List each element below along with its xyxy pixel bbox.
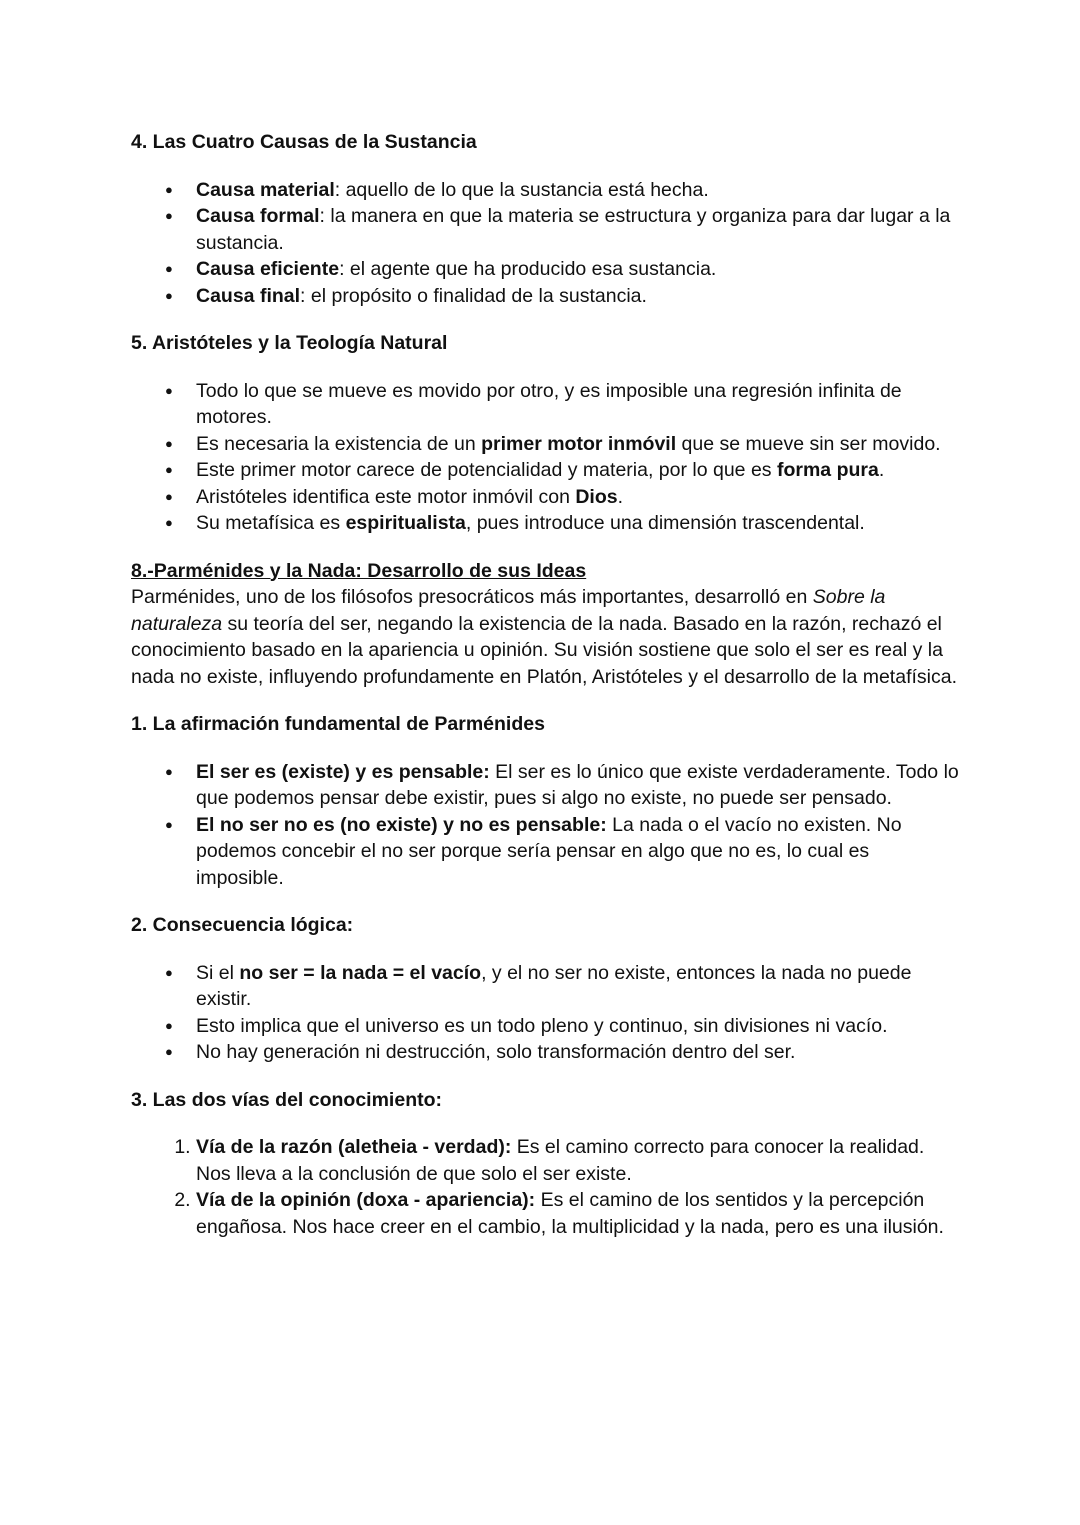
list-item: ● Es necesaria la existencia de un primer motor inmóvil que se mueve sin ser movido. [196,431,960,458]
section-title-consecuencia: 2. Consecuencia lógica: [131,914,354,936]
list-item: ● Todo lo que se mueve es movido por otro, y es imposible una regresión infinita de motores. [196,378,960,431]
list-item: ● El ser es (existe) y es pensable: El ser es lo único que existe verdaderamente. Todo lo que podemos pensar debe existir, pues si algo no existe, no puede ser pensado. [196,759,960,812]
list-item: 1. Vía de la razón (aletheia - verdad): Es el camino correcto para conocer la realidad. Nos lleva a la conclusión de que solo el ser existe. [196,1134,960,1187]
section-title-vias: 3. Las dos vías del conocimiento: [131,1088,443,1111]
consecuencia-list [131,960,960,1066]
vias-list [131,1134,960,1240]
list-item: ● Causa eficiente: el agente que ha producido esa sustancia. [196,256,960,283]
parmenides-paragraph: Parménides, uno de los filósofos presocráticos más importantes, desarrolló en Sobre la naturaleza su teoría del ser, negando la existencia de la nada. Basado en la razón, rechazó el conocimiento basado en la apariencia u opinión. Su visión sostiene que solo el ser es real y la nada no existe, influyendo profundamente en Platón, Aristóteles y el desarrollo de la metafísica. [131,586,957,688]
list-item: ● Aristóteles identifica este motor inmóvil con Dios. [196,484,960,511]
causas-list [131,177,960,310]
list-item: ● No hay generación ni destrucción, solo transformación dentro del ser. [196,1039,960,1066]
list-item: ● Causa material: aquello de lo que la sustancia está hecha. [196,177,960,204]
list-item: ● Esto implica que el universo es un todo pleno y continuo, sin divisiones ni vacío. [196,1013,960,1040]
list-item: ● El no ser no es (no existe) y no es pensable: La nada o el vacío no existen. No podemos concebir el no ser porque sería pensar en algo que no es, lo cual es imposible. [196,812,960,892]
list-item: ● Causa formal: la manera en que la materia se estructura y organiza para dar lugar a la sustancia. [196,203,960,256]
list-item: ● Causa final: el propósito o finalidad de la sustancia. [196,283,960,310]
list-item: ● Este primer motor carece de potencialidad y materia, por lo que es forma pura. [196,457,960,484]
section-title-causas: 4. Las Cuatro Causas de la Sustancia [131,131,477,153]
list-item: ● Si el no ser = la nada = el vacío, y el no ser no existe, entonces la nada no puede existir. [196,960,960,1013]
section-title-parmenides: 8.-Parménides y la Nada: Desarrollo de sus Ideas [131,559,587,582]
list-item: ● Su metafísica es espiritualista, pues introduce una dimensión trascendental. [196,510,960,537]
section-title-afirmacion: 1. La afirmación fundamental de Parménides [131,713,545,735]
list-item: 2. Vía de la opinión (doxa - apariencia): Es el camino de los sentidos y la percepción engañosa. Nos hace creer en el cambio, la multiplicidad y la nada, pero es una ilusión. [196,1187,960,1240]
section-title-teologia: 5. Aristóteles y la Teología Natural [131,332,448,354]
afirmacion-list [131,759,960,892]
teologia-list [131,378,960,537]
